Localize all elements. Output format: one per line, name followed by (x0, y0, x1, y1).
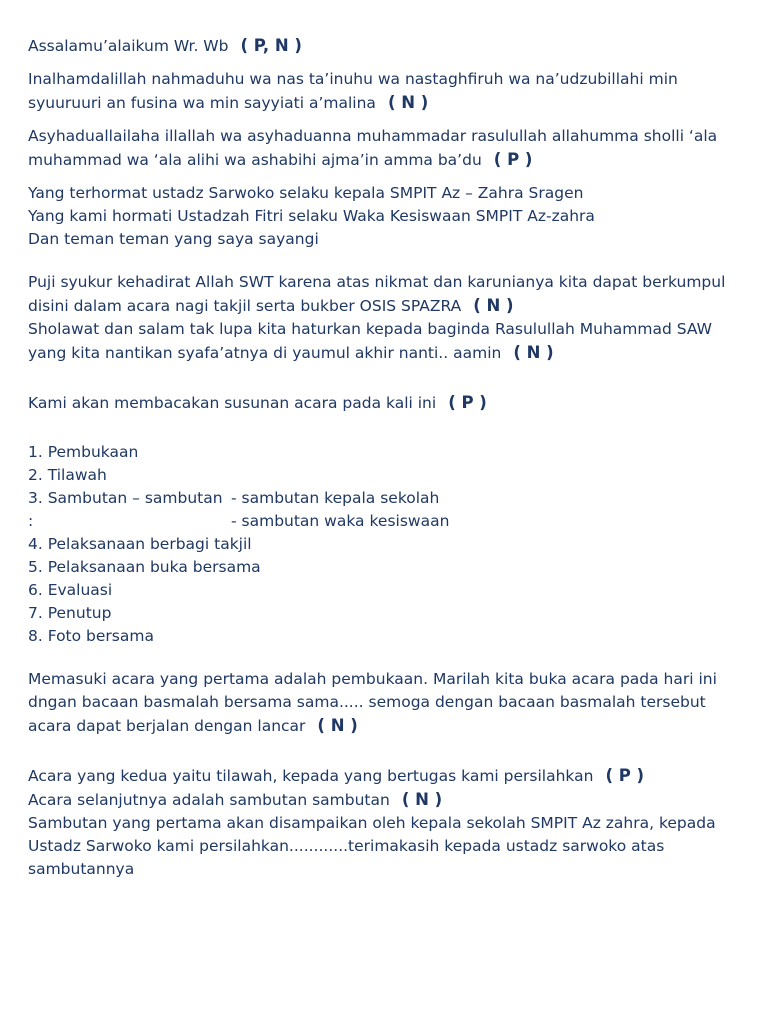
speaker-tag: ( P ) (605, 766, 645, 785)
pembukaan-text: Memasuki acara yang pertama adalah pembukaan. Marilah kita buka acara pada hari ini dngan bacaan basmalah bersama sama..... semoga dengan bacaan basmalah tersebut acara dapat berjalan dengan lancar (28, 670, 717, 735)
speaker-tag: ( N ) (401, 790, 443, 809)
sambutan-paragraph (28, 788, 728, 812)
agenda-item: 7. Penutup (28, 604, 112, 622)
syahadat-paragraph (28, 125, 728, 172)
syahadat-text: Asyhaduallailaha illallah wa asyhaduanna muhammadar rasulullah allahumma sholli ‘ala muhammad wa ‘ala alihi wa ashabihi ajma’in amma ba’du (28, 127, 718, 169)
document-page (28, 34, 728, 881)
syukur-text: Puji syukur kehadirat Allah SWT karena atas nikmat dan karunianya kita dapat berkumpul disini dalam acara nagi takjil serta bukber OSIS SPAZRA (28, 273, 726, 315)
sambutan-text: Acara selanjutnya adalah sambutan sambutan (28, 791, 390, 809)
agenda-intro-text: Kami akan membacakan susunan acara pada kali ini (28, 394, 437, 412)
greeting-line: Yang kami hormati Ustadzah Fitri selaku Waka Kesiswaan SMPIT Az-zahra (28, 207, 595, 225)
agenda-subitem: - sambutan waka kesiswaan (231, 512, 450, 530)
agenda-item (28, 487, 728, 533)
pembukaan-paragraph (28, 668, 728, 738)
greeting-line: Dan teman teman yang saya sayangi (28, 230, 319, 248)
syukur-paragraph (28, 271, 728, 318)
sholawat-text: Sholawat dan salam tak lupa kita haturkan kepada baginda Rasulullah Muhammad SAW yang kita nantikan syafa’atnya di yaumul akhir nanti.. aamin (28, 320, 712, 362)
agenda-subitem: - sambutan kepala sekolah (231, 489, 440, 507)
agenda-item: 6. Evaluasi (28, 581, 113, 599)
greeting-line: Yang terhormat ustadz Sarwoko selaku kepala SMPIT Az – Zahra Sragen (28, 184, 584, 202)
agenda-item: 2. Tilawah (28, 466, 107, 484)
agenda-item: 8. Foto bersama (28, 627, 154, 645)
salam-paragraph (28, 34, 728, 58)
speaker-tag: ( P, N ) (240, 36, 302, 55)
agenda-intro (28, 391, 728, 415)
agenda-list (28, 441, 728, 648)
speaker-tag: ( N ) (317, 716, 358, 735)
agenda-item-label: 3. Sambutan – sambutan : (28, 489, 223, 530)
speaker-tag: ( P ) (448, 393, 487, 412)
agenda-item: 1. Pembukaan (28, 443, 139, 461)
tilawah-paragraph (28, 764, 728, 788)
agenda-item: 4. Pelaksanaan berbagi takjil (28, 535, 252, 553)
speaker-tag: ( N ) (387, 93, 429, 112)
tilawah-text: Acara yang kedua yaitu tilawah, kepada yang bertugas kami persilahkan (28, 767, 594, 785)
speaker-tag: ( N ) (513, 343, 554, 362)
agenda-item: 5. Pelaksanaan buka bersama (28, 558, 261, 576)
speaker-tag: ( N ) (473, 296, 514, 315)
sholawat-paragraph (28, 318, 728, 365)
hamdalah-text: Inalhamdalillah nahmaduhu wa nas ta’inuhu wa nastaghfiruh wa na’udzubillahi min syuuruuri an fusina wa min sayyiati a’malina (28, 70, 678, 112)
sambutan-kepsek-paragraph: Sambutan yang pertama akan disampaikan oleh kepala sekolah SMPIT Az zahra, kepada Ustadz Sarwoko kami persilahkan............terimakasih kepada ustadz sarwoko atas sambutannya (28, 814, 716, 878)
salam-text: Assalamu’alaikum Wr. Wb (28, 37, 229, 55)
speaker-tag: ( P ) (493, 150, 533, 169)
hamdalah-paragraph (28, 68, 728, 115)
